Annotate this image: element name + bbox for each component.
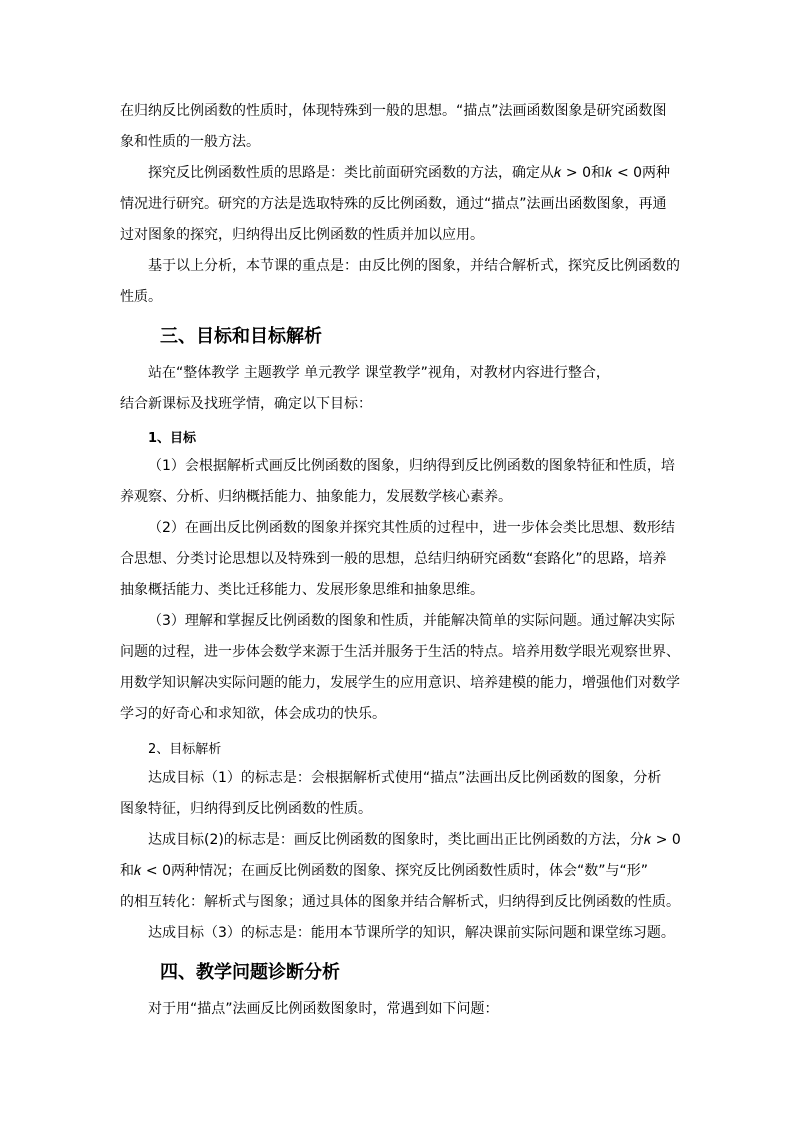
paragraph-goal-2 xyxy=(120,513,676,606)
text-line: 情况进行研究。研究的方法是选取特殊的反比例函数，通过“描点”法画出函数图象，再通 xyxy=(120,196,667,212)
text-line: 抽象概括能力、类比迁移能力、发展形象思维和抽象思维。 xyxy=(120,582,484,598)
text-line: 养观察、分析、归纳概括能力、抽象能力，发展数学核心素养。 xyxy=(120,489,512,505)
paragraph-key-point xyxy=(120,251,680,313)
text-line: 的相互转化：解析式与图象；通过具体的图象并结合解析式，归纳得到反比例函数的性质。 xyxy=(120,894,680,910)
text-line: 用数学知识解决实际问题的能力，发展学生的应用意识、培养建模的能力，增强他们对数学 xyxy=(120,675,680,691)
text-line: 性质。 xyxy=(120,289,162,305)
paragraph-thinking-method xyxy=(120,96,676,158)
text-line: 问题的过程，进一步体会数学来源于生活并服务于生活的特点。培养用数学眼光观察世界、 xyxy=(120,644,680,660)
text-line: 基于以上分析，本节课的重点是：由反比例的图象，并结合解析式，探究反比例函数的 xyxy=(148,258,680,274)
text-line: 对于用“描点”法画反比例函数图象时，常遇到如下问题： xyxy=(148,1001,499,1017)
text-line: 在归纳反比例函数的性质时，体现特殊到一般的思想。“描点”法画函数图象是研究函数图 xyxy=(120,103,667,119)
text-line: 过对图象的探究，归纳得出反比例函数的性质并加以应用。 xyxy=(120,227,484,243)
text-line: 探究反比例函数性质的思路是：类比前面研究函数的方法，确定从𝑘 > 0和𝑘 < 0两种 xyxy=(148,165,671,181)
subheading-goal-analysis: 2、目标解析 xyxy=(148,742,222,757)
text-line: 达成目标（3）的标志是：能用本节课所学的知识，解决课前实际问题和课堂练习题。 xyxy=(148,925,675,941)
paragraph-analysis-1 xyxy=(120,763,676,825)
text-line: 和𝑘 < 0两种情况；在画反比例函数的图象、探究反比例函数性质时，体会“数”与“形” xyxy=(120,863,649,879)
section-heading-diagnosis: 四、教学问题诊断分析 xyxy=(160,962,340,983)
text-line: 象和性质的一般方法。 xyxy=(120,134,260,150)
text-line: 学习的好奇心和求知欲，体会成功的快乐。 xyxy=(120,706,386,722)
text-line: 合思想、分类讨论思想以及特殊到一般的思想，总结归纳研究函数“套路化”的思路，培养 xyxy=(120,551,667,567)
text-line: 站在“整体教学 主题教学 单元教学 课堂教学”视角，对教材内容进行整合， xyxy=(148,365,610,381)
text-line: 达成目标（1）的标志是：会根据解析式使用“描点”法画出反比例函数的图象，分析 xyxy=(148,770,662,786)
paragraph-analysis-3 xyxy=(120,918,676,949)
paragraph-goal-3 xyxy=(120,606,680,730)
paragraph-analysis-2 xyxy=(120,825,681,918)
text-line: 图象特征，归纳得到反比例函数的性质。 xyxy=(120,801,372,817)
paragraph-exploration-approach xyxy=(120,158,676,251)
paragraph-goals-intro xyxy=(120,358,676,420)
text-line: （1）会根据解析式画反比例函数的图象，归纳得到反比例函数的图象特征和性质，培 xyxy=(148,458,675,474)
text-line: （3）理解和掌握反比例函数的图象和性质，并能解决简单的实际问题。通过解决实际 xyxy=(148,613,675,629)
paragraph-goal-1 xyxy=(120,451,676,513)
paragraph-diagnosis-intro xyxy=(120,994,676,1025)
text-line: 达成目标(2)的标志是：画反比例函数的图象时，类比画出正比例函数的方法，分𝑘 > 0 xyxy=(148,832,681,848)
subheading-goals: 1、目标 xyxy=(148,431,197,446)
section-heading-goals: 三、目标和目标解析 xyxy=(160,326,322,347)
text-line: （2）在画出反比例函数的图象并探究其性质的过程中，进一步体会类比思想、数形结 xyxy=(148,520,675,536)
text-line: 结合新课标及找班学情，确定以下目标： xyxy=(120,396,372,412)
